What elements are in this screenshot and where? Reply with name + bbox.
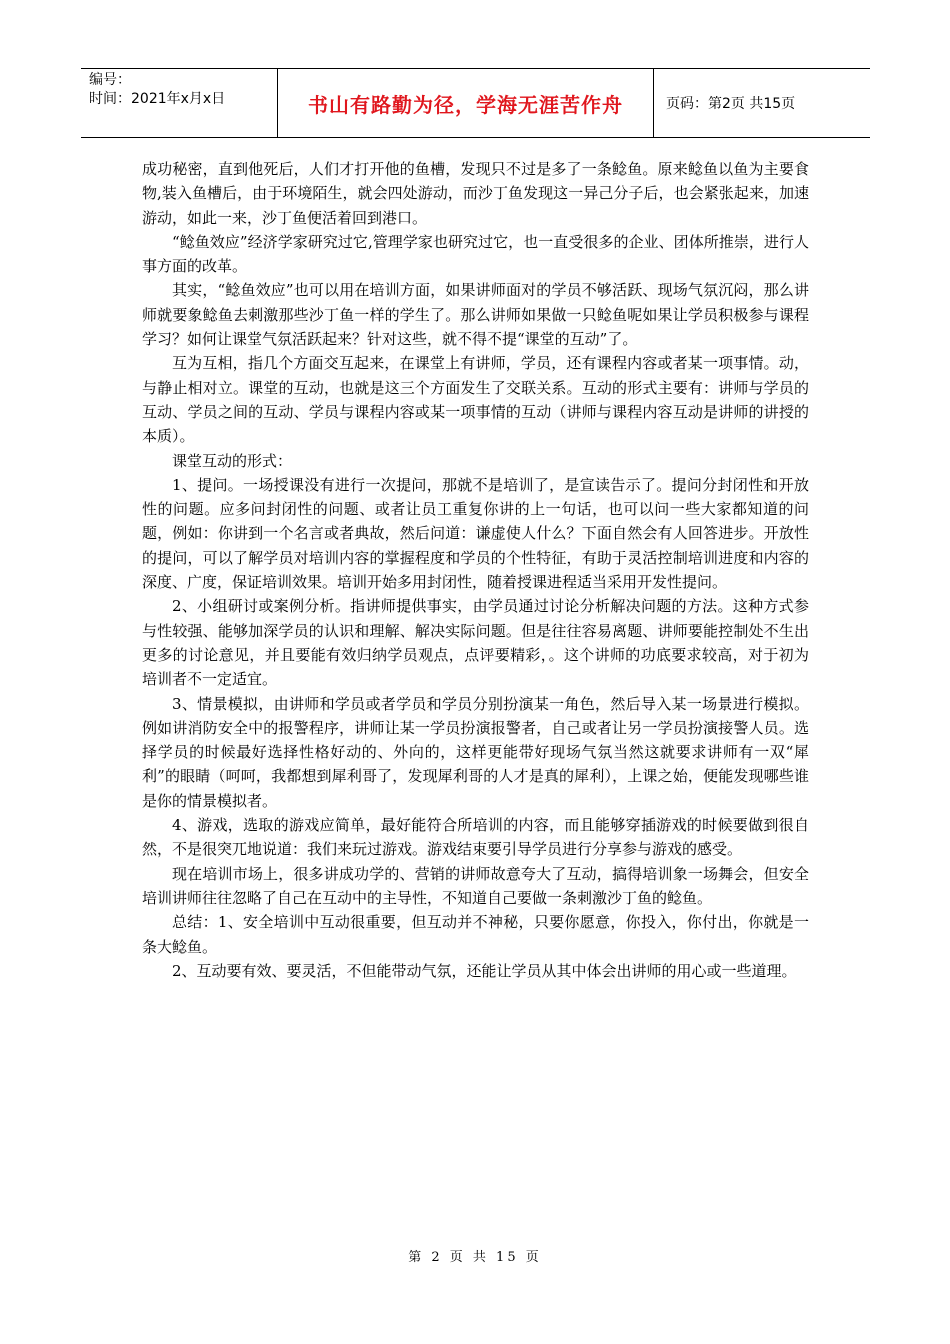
body-paragraph: 互为互相，指几个方面交互起来，在课堂上有讲师，学员，还有课程内容或者某一项事情。动，与静止相对立。课堂的互动，也就是这三个方面发生了交联关系。互动的形式主要有：讲师与学员的互动、学员之间的互动、学员与课程内容或某一项事情的互动（讲师与课程内容互动是讲师的讲授的本质）。 xyxy=(142,354,809,446)
document-body xyxy=(142,157,809,983)
section-heading: 课堂互动的形式： xyxy=(172,451,293,470)
document-date: 时间：2021年x月x日 xyxy=(89,91,226,107)
list-item: 4、游戏，选取的游戏应简单，最好能符合所培训的内容，而且能够穿插游戏的时候要做到很自然，不是很突兀地说道：我们来玩过游戏。游戏结束要引导学员进行分享参与游戏的感受。 xyxy=(142,816,809,859)
body-paragraph: “鲶鱼效应”经济学家研究过它,管理学家也研究过它，也一直受很多的企业、团体所推崇，进行人事方面的改革。 xyxy=(142,232,809,276)
body-paragraph: 现在培训市场上，很多讲成功学的、营销的讲师故意夸大了互动，搞得培训象一场舞会，但安全培训讲师往往忽略了自己在互动中的主导性，不知道自己要做一条刺激沙丁鱼的鲶鱼。 xyxy=(142,864,809,907)
summary-paragraph: 总结：1、安全培训中互动很重要，但互动并不神秘，只要你愿意，你投入，你付出，你就是一条大鲶鱼。 xyxy=(142,913,809,956)
list-item: 1、提问。一场授课没有进行一次提问，那就不是培训了，是宣读告示了。提问分封闭性和开放性的问题。应多问封闭性的问题、或者让员工重复你讲的上一句话，也可以问一些大家都知道的问题，例如：你讲到一个名言或者典故，然后问道：谦虚使人什么？下面自然会有人回答进步。开放性的提问，可以了解学员对培训内容的掌握程度和学员的个性特征，有助于灵活控制培训进度和内容的深度、广度，保证培训效果。培训开始多用封闭性，随着授课进程适当采用开发性提问。 xyxy=(142,475,809,592)
document-number-label: 编号： xyxy=(89,72,131,88)
list-item: 2、小组研讨或案例分析。指讲师提供事实，由学员通过讨论分析解决问题的方法。这种方式参与性较强、能够加深学员的认识和理解、解决实际问题。但是往往容易离题、讲师要能控制处不生出更多的讨论意见，并且要能有效归纳学员观点，点评要精彩，。这个讲师的功底要求较高，对于初为培训者不一定适宜。 xyxy=(142,597,809,689)
body-paragraph: 其实，“鲶鱼效应”也可以用在培训方面，如果讲师面对的学员不够活跃、现场气氛沉闷，那么讲师就要象鲶鱼去刺激那些沙丁鱼一样的学生了。那么讲师如果做一只鲶鱼呢如果让学员积极参与课程学习？如何让课堂气氛活跃起来？针对这些，就不得不提“课堂的互动”了。 xyxy=(142,281,809,349)
header-page-info: 页码：第2页 共15页 xyxy=(666,96,796,112)
header-motto: 书山有路勤为径，学海无涯苦作舟 xyxy=(278,69,654,137)
body-paragraph: 成功秘密，直到他死后，人们才打开他的鱼槽，发现只不过是多了一条鲶鱼。原来鲶鱼以鱼为主要食物,装入鱼槽后，由于环境陌生，就会四处游动，而沙丁鱼发现这一异己分子后，也会紧张起来，加速游动，如此一来，沙丁鱼便活着回到港口。 xyxy=(142,160,809,227)
list-item: 3、情景模拟，由讲师和学员或者学员和学员分别扮演某一角色，然后导入某一场景进行模拟。例如讲消防安全中的报警程序，讲师让某一学员扮演报警者，自己或者让另一学员扮演接警人员。选择学员的时候最好选择性格好动的、外向的，这样更能带好现场气氛当然这就要求讲师有一双“犀利”的眼睛（呵呵，我都想到犀利哥了，发现犀利哥的人才是真的犀利），上课之始，便能发现哪些谁是你的情景模拟者。 xyxy=(142,694,809,810)
summary-paragraph: 2、互动要有效、要灵活，不但能带动气氛，还能让学员从其中体会出讲师的用心或一些道理。 xyxy=(172,961,797,980)
page-footer: 第 2 页 共 15 页 xyxy=(408,1250,542,1265)
page-header xyxy=(81,68,870,138)
header-meta xyxy=(81,69,278,137)
